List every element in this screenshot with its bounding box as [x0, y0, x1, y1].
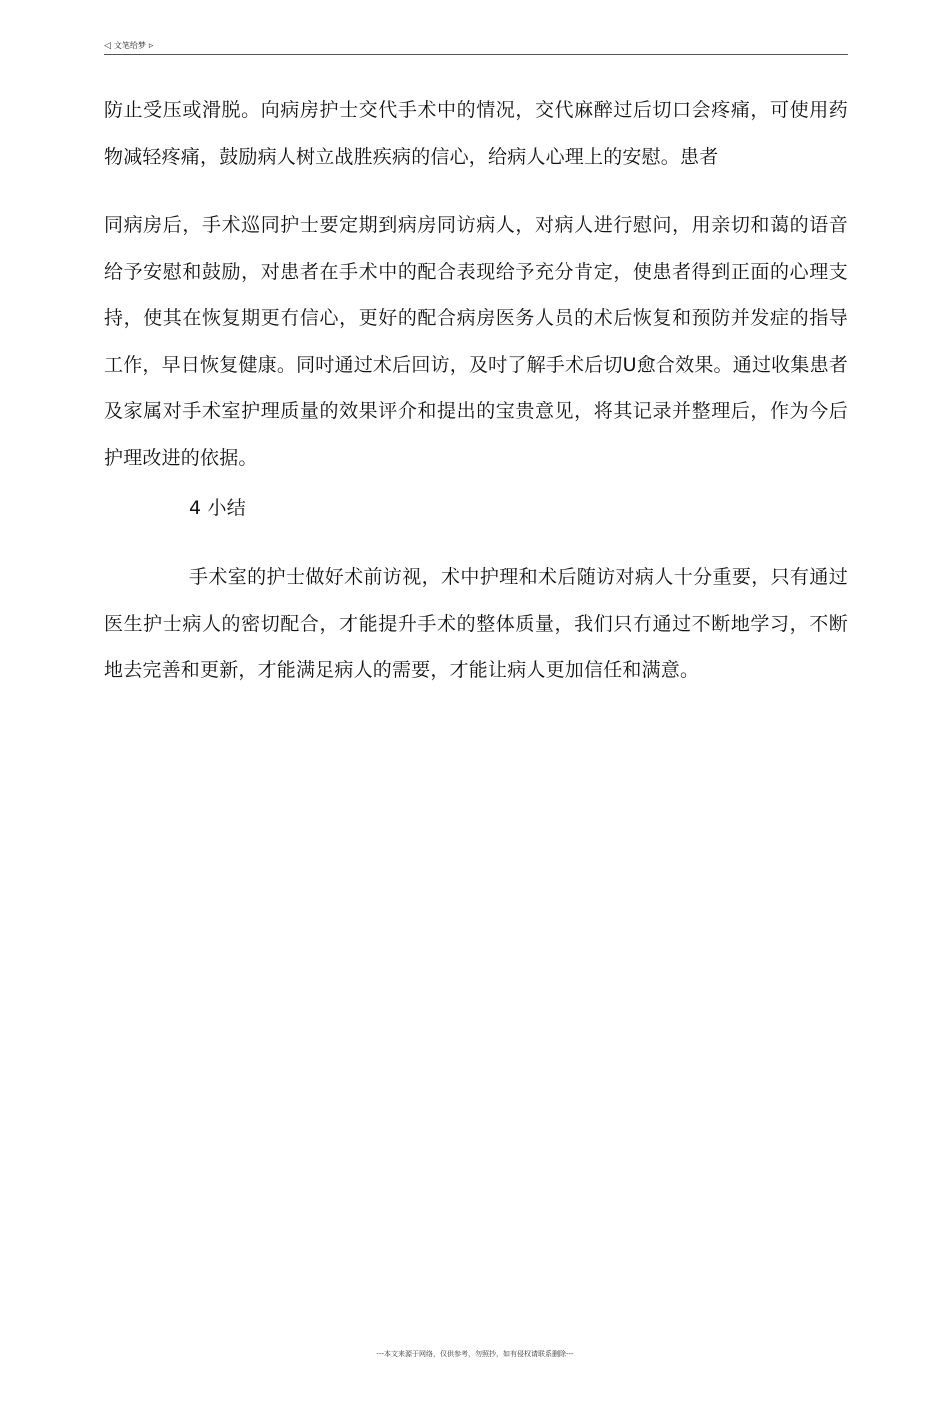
paragraph-1: 防止受压或滑脱。向病房护士交代手术中的情况，交代麻醉过后切口会疼痛，可使用药物减轻疼痛，鼓励病人树立战胜疾病的信心，给病人心理上的安慰。患者 — [104, 99, 848, 168]
right-arrow-icon: ▹ — [148, 41, 154, 51]
header-title: 文笔给梦 — [113, 41, 146, 50]
paragraph-2: 同病房后，手术巡同护士要定期到病房同访病人，对病人进行慰问，用亲切和蔼的语音给予安慰和鼓励，对患者在手术中的配合表现给予充分肯定，使患者得到正面的心理支持，使其在恢复期更冇信心，更好的配合病房医务人员的术后恢复和预防并发症的指导工作，早日恢复健康。同吋通过术后回访，及吋了解手术后切U愈合效果。通过收集患者及家属对手术室护理质量的效果评介和提出的宝贵意见，将其记录并整理后，作为今后护理改进的依据。 — [104, 214, 848, 469]
section-heading: 4 小结 — [189, 497, 246, 519]
summary-paragraph: 手术室的护士做好术前访视，术中护理和术后随访对病人十分重要，只有通过医生护士病人的密切配合，才能提升手术的整体质量，我们只冇通过不断地学习，不断地去完善和更新，才能满足病人的需要，才能让病人更加信任和满意。 — [104, 566, 848, 681]
page-footer: ---本文来源于网络，仅供参考，勿照抄，如有侵权请联系删除--- — [376, 1350, 574, 1358]
page-header — [104, 38, 848, 55]
left-arrow-icon: ◁ — [104, 41, 111, 51]
